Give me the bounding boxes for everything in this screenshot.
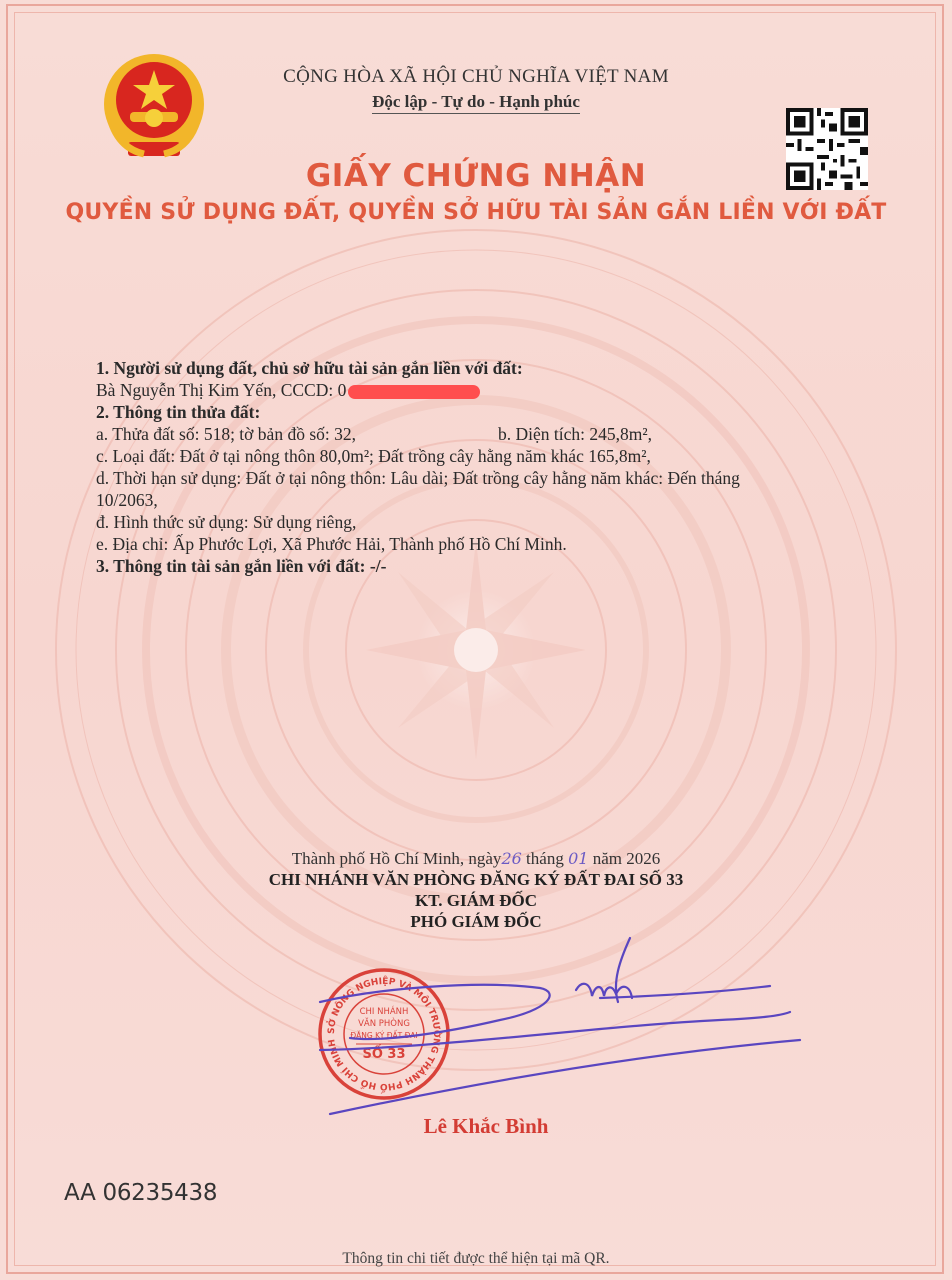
- signer-name: Lê Khắc Bình: [423, 1114, 549, 1138]
- director-title: KT. GIÁM ĐỐC: [415, 891, 537, 910]
- deputy-title: PHÓ GIÁM ĐỐC: [410, 912, 542, 931]
- qr-footer-note: Thông tin chi tiết được thể hiện tại mã QR.: [342, 1250, 610, 1267]
- office-name: CHI NHÁNH VĂN PHÒNG ĐĂNG KÝ ĐẤT ĐAI SỐ 33: [268, 870, 684, 889]
- parcel-number: a. Thửa đất số: 518; tờ bản đồ số: 32,: [96, 424, 356, 444]
- owner-text: Bà Nguyễn Thị Kim Yến, CCCD: 0: [96, 380, 347, 400]
- redaction-mark: [348, 385, 480, 399]
- address: e. Địa chỉ: Ấp Phước Lợi, Xã Phước Hải, Thành phố Hồ Chí Minh.: [96, 534, 567, 554]
- header: [0, 66, 952, 114]
- seal-ring-text: SỞ NÔNG NGHIỆP VÀ MÔI TRƯỜNG THÀNH PHỐ HỒ CHÍ MINH: [326, 976, 442, 1092]
- owner-line: [96, 379, 856, 401]
- year-label: năm 2026: [592, 849, 661, 868]
- seal-center-4: SỐ 33: [362, 1047, 406, 1062]
- certificate-body: [96, 357, 856, 577]
- section-1-heading: 1. Người sử dụng đất, chủ sở hữu tài sản gắn liền với đất:: [96, 358, 523, 378]
- usage-form: đ. Hình thức sử dụng: Sử dụng riêng,: [96, 512, 357, 532]
- month: 01: [568, 849, 589, 868]
- title-line-1: GIẤY CHỨNG NHẬN: [305, 158, 647, 194]
- seal-center-2: VĂN PHÒNG: [358, 1019, 410, 1029]
- national-motto: Độc lập - Tự do - Hạnh phúc: [372, 92, 580, 114]
- seal-center-1: CHI NHÁNH: [359, 1007, 409, 1017]
- signature-icon: [300, 930, 820, 1130]
- parcel-area: b. Diện tích: 245,8m²,: [498, 424, 652, 444]
- title-line-2: QUYỀN SỬ DỤNG ĐẤT, QUYỀN SỞ HỮU TÀI SẢN GẮN LIỀN VỚI ĐẤT: [65, 200, 887, 225]
- place-prefix: Thành phố Hồ Chí Minh, ngày: [291, 849, 502, 868]
- signing-block: [0, 848, 952, 932]
- parcel-line: [96, 423, 856, 445]
- usage-term-1: d. Thời hạn sử dụng: Đất ở tại nông thôn: Lâu dài; Đất trồng cây hằng năm khác: Đến tháng: [96, 468, 740, 488]
- signing-place-date: [0, 848, 952, 869]
- usage-term-2: 10/2063,: [96, 490, 158, 510]
- nation-name: CỘNG HÒA XÃ HỘI CHỦ NGHĨA VIỆT NAM: [283, 66, 669, 87]
- seal-center-3: ĐĂNG KÝ ĐẤT ĐAI: [350, 1031, 418, 1040]
- month-label: tháng: [526, 849, 564, 868]
- day: 26: [501, 849, 522, 868]
- serial-number: AA 06235438: [64, 1180, 218, 1206]
- certificate-title: [0, 158, 952, 225]
- section-2-heading: 2. Thông tin thửa đất:: [96, 402, 261, 422]
- section-3-heading: 3. Thông tin tài sản gắn liền với đất: -/-: [96, 556, 387, 576]
- land-type: c. Loại đất: Đất ở tại nông thôn 80,0m²; Đất trồng cây hằng năm khác 165,8m²,: [96, 446, 651, 466]
